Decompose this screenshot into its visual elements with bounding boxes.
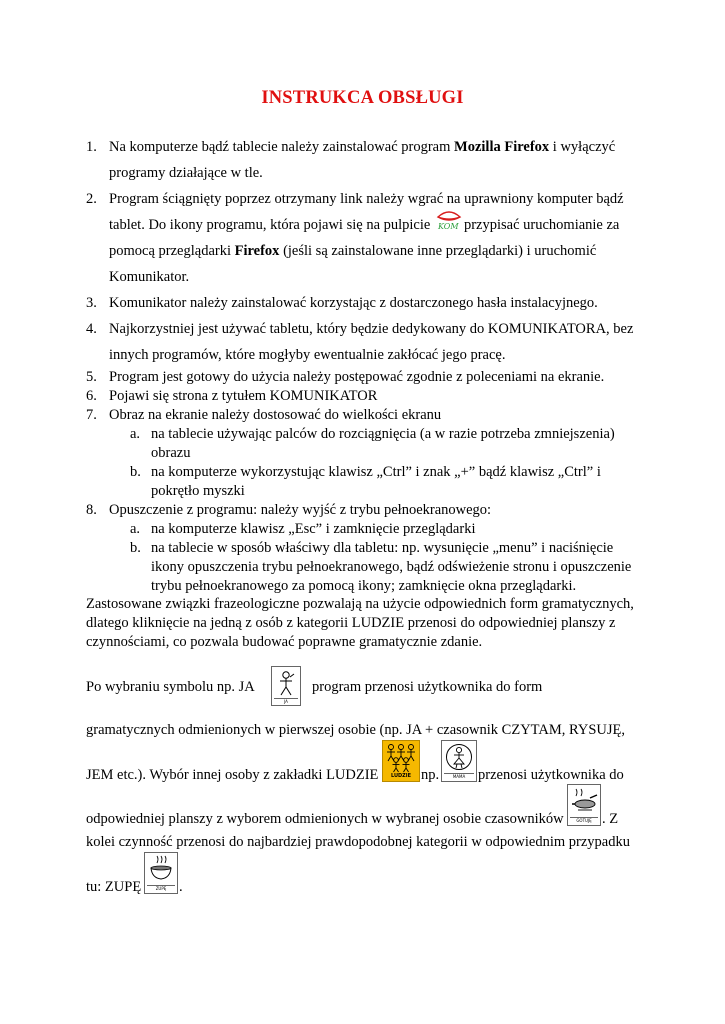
list-item-1 [86, 134, 646, 186]
woman-icon [442, 742, 476, 772]
list-number: 2. [86, 191, 97, 207]
list-number: 1. [86, 139, 97, 155]
symbol-caption: MAMA [452, 774, 466, 779]
sub-number: b. [130, 464, 141, 480]
list-text: Pojawi się strona z tytułem KOMUNIKATOR [109, 388, 378, 404]
person-icon [272, 668, 300, 698]
list-text: przypisać uruchomianie za pomocą przeglądarki [109, 217, 620, 259]
list-text: (jeśli są zainstalowane inne przeglądarki) i uruchomić Komunikator. [109, 243, 597, 285]
list-item-5 [86, 368, 646, 387]
list-number: 7. [86, 407, 97, 423]
symbol-zupe [144, 852, 178, 894]
list-text: Program ściągnięty poprzez otrzymany link należy wgrać na uprawniony komputer bądź tablet. Do ikony programu, która pojawi się na pulpicie [109, 191, 624, 233]
sub-number: a. [130, 426, 141, 442]
list-text: Obraz na ekranie należy dostosować do wielkości ekranu [109, 407, 442, 423]
instruction-list [86, 134, 646, 596]
list-text: i wyłączyć programy działające w tle. [109, 139, 616, 181]
list-text: Najkorzystniej jest używać tabletu, który będzie dedykowany do KOMUNIKATORA, bez innych programów, które mogłyby ewentualnie zakłócać jego pracę. [109, 321, 634, 363]
symbol-ja [271, 666, 301, 706]
list-number: 8. [86, 502, 97, 518]
symbol-caption: GOTUJĘ [576, 818, 592, 823]
people-group-icon [383, 742, 419, 774]
para2-line5: kolei czynność przenosi do najbardziej prawdopodobnej kategorii w odpowiednim przypadku [86, 834, 630, 850]
sub-text: na komputerze klawisz „Esc” i zamknięcie przeglądarki [151, 521, 476, 537]
symbol-gotuje [567, 784, 601, 826]
bold-text: Firefox [234, 243, 280, 259]
list-number: 6. [86, 388, 97, 404]
para2-line4a: odpowiedniej planszy z wyborem odmienionych w wybranej osobie czasowników [86, 811, 564, 827]
sub-number: b. [130, 540, 141, 556]
sub-item-7a [130, 425, 646, 463]
list-number: 3. [86, 295, 97, 311]
para2-line1 [86, 678, 255, 697]
symbol-caption: LUDZIE [390, 773, 412, 779]
symbol-mama [441, 740, 477, 782]
list-text: Opuszczenie z programu: należy wyjść z trybu pełnoekranowego: [109, 502, 492, 518]
list-text: Na komputerze bądź tablecie należy zainstalować program [109, 139, 455, 155]
list-number: 5. [86, 369, 97, 385]
sub-text: na tablecie w sposób właściwy dla tabletu: np. wysunięcie „menu” i naciśnięcie ikony opuszczenia trybu pełnoekranowego, bądź odświeżenie stronu i opuszczenie trybu pełnoekranowego za pomocą ikony; zamknięcie okna przeglądarki. [151, 540, 632, 594]
para2-line2: gramatycznych odmienionych w pierwszej osobie (np. JA + czasownik CZYTAM, RYSUJĘ, [86, 722, 625, 738]
list-item-4 [86, 316, 646, 368]
list-item-7 [86, 406, 646, 425]
list-item-6 [86, 387, 646, 406]
soup-bowl-icon [145, 854, 177, 884]
symbol-caption: ZUPĘ [155, 886, 167, 891]
para2-line6a: tu: ZUPĘ [86, 879, 142, 895]
list-item-2 [86, 186, 646, 290]
sub-item-8a [130, 520, 646, 539]
sub-item-8b [130, 539, 646, 596]
list-item-3 [86, 290, 646, 316]
sub-item-7b [130, 463, 646, 501]
para2-line3c: przenosi użytkownika do [478, 767, 624, 783]
cooking-pan-icon [568, 786, 600, 816]
para2-line3b: np. [421, 767, 440, 783]
list-text: Komunikator należy zainstalować korzystając z dostarczonego hasła instalacyjnego. [109, 295, 598, 311]
list-text: Program jest gotowy do użycia należy postępować zgodnie z poleceniami na ekranie. [109, 369, 605, 385]
para2-line4b: . Z [602, 811, 619, 827]
bold-text: Mozilla Firefox [454, 139, 550, 155]
sub-text: na komputerze wykorzystując klawisz „Ctrl” i znak „+” bądź klawisz „Ctrl” i pokrętło myszki [151, 464, 601, 499]
komunikator-icon [434, 214, 464, 236]
para2-line3a: JEM etc.). Wybór innej osoby z zakładki LUDZIE [86, 767, 379, 783]
svg-text:KOM: KOM [437, 222, 459, 230]
paragraph-phrases: Zastosowane związki frazeologiczne pozwalają na użycie odpowiednich form gramatycznych, dlatego kliknięcie na jedną z osób z kategorii LUDZIE przenosi do odpowiedniej planszy z czynnościami, co pozwala budować poprawne gramatycznie zdanie. [86, 596, 634, 650]
para2-line1b: program przenosi użytkownika do form [312, 679, 543, 695]
para2-line6b: . [179, 879, 183, 895]
list-number: 4. [86, 321, 97, 337]
sub-number: a. [130, 521, 141, 537]
page-title: INSTRUKCA OBSŁUGI [261, 88, 464, 108]
symbol-caption: JA [284, 699, 288, 704]
sub-text: na tablecie używając palców do rozciągnięcia (a w razie potrzeba zmniejszenia) obrazu [151, 426, 615, 461]
list-item-8 [86, 501, 646, 520]
symbol-ludzie [382, 740, 420, 782]
para-text: Po wybraniu symbolu np. JA [86, 679, 255, 695]
